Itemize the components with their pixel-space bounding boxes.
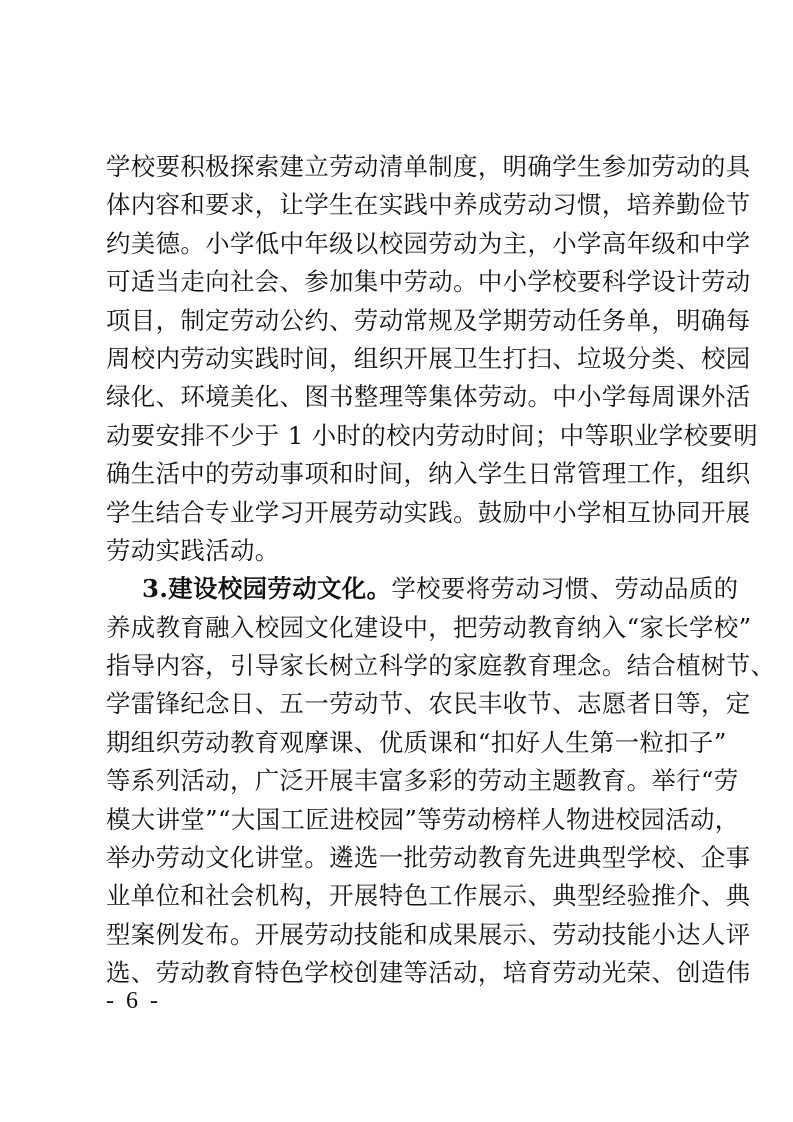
text-line: 模大讲堂”“大国工匠进校园”等劳动榜样人物进校园活动， — [106, 804, 740, 834]
text-line: 举办劳动文化讲堂。遴选一批劳动教育先进典型学校、企事 — [106, 843, 751, 873]
text-line: 养成教育融入校园文化建设中，把劳动教育纳入“家长学校” — [106, 612, 752, 642]
body-text — [106, 148, 776, 993]
paragraph-2 — [106, 570, 776, 992]
text-line: 选、劳动教育特色学校创建等活动，培育劳动光荣、创造伟 — [106, 958, 751, 988]
text-line: 等系列活动，广泛开展丰富多彩的劳动主题教育。举行“劳 — [106, 766, 739, 796]
text-line: 可适当走向社会、参加集中劳动。中小学校要科学设计劳动 — [106, 267, 751, 297]
text-line: 周校内劳动实践时间，组织开展卫生打扫、垃圾分类、校园 — [106, 343, 751, 373]
text-line: 学校要积极探索建立劳动清单制度，明确学生参加劳动的具 — [106, 152, 751, 181]
text-line: 业单位和社会机构，开展特色工作展示、典型经验推介、典 — [106, 881, 751, 911]
text-line: 项目，制定劳动公约、劳动常规及学期劳动任务单，明确每 — [106, 305, 751, 335]
text-line: 学雷锋纪念日、五一劳动节、农民丰收节、志愿者日等，定 — [106, 689, 751, 719]
text-line: 学生结合专业学习开展劳动实践。鼓励中小学相互协同开展 — [106, 497, 751, 527]
heading-continuation: 学校要将劳动习惯、劳动品质的 — [391, 574, 739, 604]
text-line: 指导内容，引导家长树立科学的家庭教育理念。结合植树节、 — [106, 651, 776, 681]
text-line: 型案例发布。开展劳动技能和成果展示、劳动技能小达人评 — [106, 919, 751, 949]
text-line: 体内容和要求，让学生在实践中养成劳动习惯，培养勤俭节 — [106, 190, 751, 220]
text-line: 劳动实践活动。 — [106, 535, 280, 565]
text-line — [106, 570, 739, 608]
page-number: - 6 - — [106, 988, 161, 1014]
text-line: 期组织劳动教育观摩课、优质课和“扣好人生第一粒扣子” — [106, 727, 727, 757]
paragraph-1 — [106, 148, 758, 570]
text-line: 约美德。小学低中年级以校园劳动为主，小学高年级和中学 — [106, 228, 751, 258]
text-line: 确生活中的劳动事项和时间，纳入学生日常管理工作，组织 — [106, 459, 751, 489]
text-line: 动要安排不少于 1 小时的校内劳动时间；中等职业学校要明 — [106, 420, 758, 450]
text-line: 绿化、环境美化、图书整理等集体劳动。中小学每周课外活 — [106, 382, 751, 412]
section-heading: 3.建设校园劳动文化。 — [142, 574, 392, 604]
